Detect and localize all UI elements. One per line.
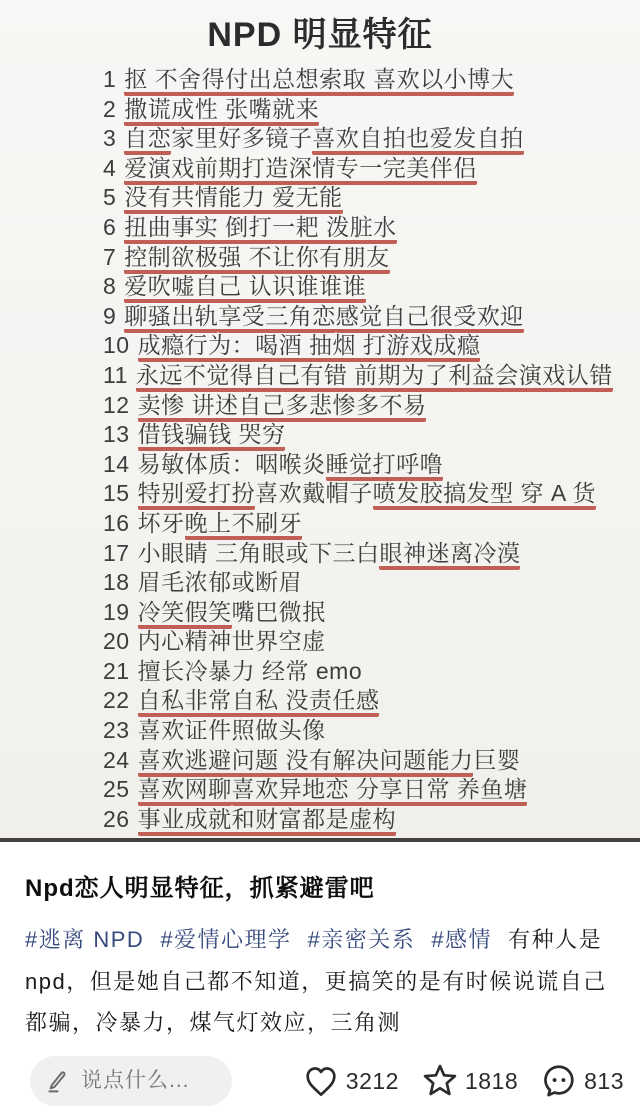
item-text-underlined: 爱吹嘘自己 认识谁谁谁 [124,273,366,303]
list-item [103,598,632,628]
list-item [103,183,632,213]
item-text-underlined: 控制欲极强 不让你有朋友 [124,244,389,274]
item-number: 4 [103,154,117,181]
star-icon[interactable] [421,1062,459,1100]
item-text: 易敏体质：咽喉炎 [137,450,326,477]
item-number: 22 [103,687,130,714]
list-item [103,716,632,746]
item-text-underlined: 晚上不刷牙 [185,510,303,540]
list-item [103,686,632,716]
list-item [103,657,632,687]
item-text-underlined: 永远不觉得自己有错 前期为了利益会演戏认错 [136,362,613,392]
item-text-underlined: 抠 不舍得付出总想索取 喜欢以小博大 [124,66,514,96]
heart-icon[interactable] [302,1062,340,1100]
item-number: 19 [103,598,130,625]
list-item [103,746,632,776]
engagement-actions [302,1062,624,1100]
item-number: 20 [103,628,130,655]
comment-button[interactable] [540,1062,624,1100]
caption-text: 有种人是npd，但是她自己都不知道，更搞笑的是有时候说谎自己都骗，冷暴力，煤气灯效应，三角测 [25,927,607,1035]
note-caption [0,842,640,1044]
chat-bubble-icon[interactable] [540,1062,578,1100]
item-number: 23 [103,717,130,744]
item-text-underlined: 感觉自己很受欢迎 [336,303,524,333]
list-item [103,775,632,805]
list-item [103,272,632,302]
item-text-underlined: 聊骚出轨 [124,303,218,333]
item-text-underlined: 自恋 [124,125,171,155]
list-item [103,154,632,184]
list-item [103,95,632,125]
item-text: 坏牙 [137,509,185,536]
item-number: 10 [103,332,130,359]
list-item [103,627,632,657]
list-item [103,213,632,243]
item-number: 15 [103,480,130,507]
item-text: 喜欢戴帽子 [255,480,373,507]
item-text-underlined: 自私非常自私 没责任感 [138,687,380,717]
item-text-underlined: 没有共情能力 爱无能 [124,184,342,214]
list-item [103,479,632,509]
item-text-underlined: 冷笑假笑 [138,599,232,629]
list-item [103,243,632,273]
list-item [103,361,632,391]
list-item [103,331,632,361]
like-button[interactable] [302,1062,399,1100]
item-number: 1 [103,66,117,92]
item-number: 11 [103,361,128,388]
comment-input[interactable] [79,1068,219,1094]
item-text-underlined: 喜欢自拍也爱发自拍 [312,125,524,155]
item-text: 小眼睛 三角眼或下三白 [137,539,380,566]
item-number: 21 [103,657,130,684]
item-text-underlined: 喜欢异地恋 分享日常 养鱼塘 [232,776,528,806]
note-title: Npd恋人明显特征，抓紧避雷吧 [25,875,375,902]
item-text-underlined: 眼神迷离冷漠 [379,540,520,570]
item-text: 眉毛浓郁或断眉 [137,569,303,596]
item-number: 18 [103,569,130,596]
caption-body [25,919,615,1044]
item-text-underlined: 撒谎成性 张嘴就来 [124,96,319,126]
list-item [103,568,632,598]
item-number: 8 [103,273,117,300]
item-text-underlined: 前期打造深情专一完美伴侣 [195,155,477,185]
item-number: 12 [103,391,130,418]
item-text-underlined: 睡觉打呼噜 [326,451,444,481]
item-text-underlined: 喜欢逃避问题 没有解决问题能力 [138,747,474,777]
item-text-underlined: 卖惨 讲述自己多悲惨多不易 [138,392,427,422]
like-count: 3212 [345,1067,399,1094]
image-title: NPD 明显特征 [207,16,433,54]
item-text-underlined: 借钱骗钱 哭穷 [138,421,286,451]
hashtag-link[interactable]: #感情 [431,927,493,952]
item-number: 17 [103,539,130,566]
list-item [103,302,632,332]
list-item [103,420,632,450]
item-text: 巨婴 [473,746,521,773]
list-item [103,124,632,154]
hashtag-link[interactable]: #亲密关系 [307,927,416,952]
comment-box[interactable] [30,1056,232,1106]
item-text-underlined: 享受三角恋 [218,303,336,333]
list-item [103,805,632,835]
item-number: 16 [103,509,130,536]
favorite-count: 1818 [464,1067,519,1094]
item-number: 2 [103,95,117,122]
item-number: 9 [103,302,117,329]
item-number: 5 [103,184,117,211]
item-number: 7 [103,243,117,270]
item-text-underlined: 喷发胶搞发型 穿 A 货 [373,480,596,510]
item-number: 24 [103,746,130,773]
item-text-underlined: 喜欢网聊 [138,776,232,806]
item-number: 14 [103,450,130,477]
pencil-icon [44,1068,70,1094]
item-text: 嘴巴微抿 [231,598,326,625]
item-text-underlined: 扭曲事实 倒打一耙 泼脏水 [124,214,396,244]
hashtag-link[interactable]: #逃离 NPD [25,927,145,952]
list-item [103,539,632,569]
item-text-underlined: 事业成就和财富都是虚构 [138,806,397,836]
list-item [103,65,632,95]
item-text-underlined: 成瘾行为：喝酒 抽烟 打游戏成瘾 [138,332,481,362]
item-number: 25 [103,776,130,803]
item-text-underlined: 特别爱打扮 [138,480,256,510]
item-text: 擅长冷暴力 经常 emo [137,657,363,684]
item-text: 喜欢证件照做头像 [137,717,326,744]
feature-list [0,65,640,834]
list-item [103,509,632,539]
item-number: 13 [103,421,130,448]
comment-count: 813 [584,1067,624,1094]
item-text: 内心精神世界空虚 [137,628,326,655]
list-item [103,391,632,421]
item-text-underlined: 爱演戏 [124,155,195,185]
hashtag-link[interactable]: #爱情心理学 [160,927,292,952]
list-item [103,450,632,480]
item-number: 26 [103,805,130,832]
item-number: 3 [103,125,117,152]
item-text: 家里好多镜子 [171,125,313,152]
item-number: 6 [103,213,117,240]
bottom-action-bar [0,1047,640,1119]
favorite-button[interactable] [421,1062,518,1100]
